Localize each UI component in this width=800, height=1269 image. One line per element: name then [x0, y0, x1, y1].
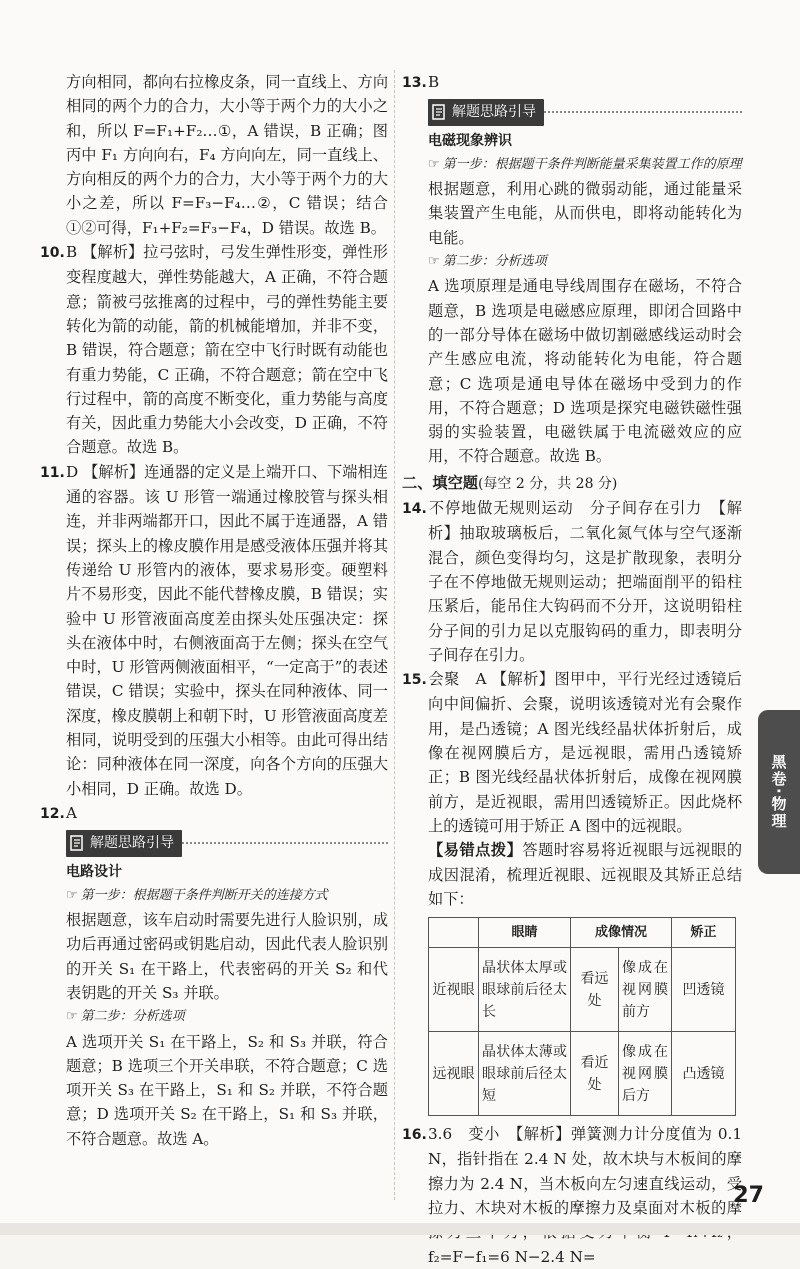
question-number: 13.: [402, 75, 427, 91]
table-row: 近视眼 晶状体太厚或眼球前后径太长 看远处 像成在视网膜前方 凹透镜: [429, 948, 736, 1032]
pointing-hand-icon: ☞: [428, 254, 440, 270]
question-number: 15.: [402, 672, 427, 689]
step-one-text: 根据题意，利用心跳的微弱动能，通过能量采集装置产生电能，从而供电，即将动能转化为电能。: [428, 180, 742, 247]
section-heading: 二、填空题(每空 2 分，共 28 分): [402, 473, 618, 492]
step-two-text: A 选项开关 S₁ 在干路上，S₂ 和 S₃ 并联，符合题意；B 选项三个开关串联，不符合题意；C 选项开关 S₃ 在干路上，S₁ 和 S₂ 并联，不符合题意；D 选项开关 S₂ 在干路上，S₁ 和 S₃ 并联，不符合题意。故选 A。: [66, 1032, 388, 1148]
question-text: B 【解析】拉弓弦时，弓发生弹性形变，弹性形变程度越大，弹性势能越大，A 正确，不符合题意；箭被弓弦推离的过程中，弓的弹性势能主要转化为箭的动能，箭的机械能增加，并非不变，B 错误，符合题意；箭在空中飞行时既有动能也有重力势能，C 正确，不符合题意；箭在空中飞行过程中，箭的高度不断变化，重力势能与高度有关，因此重力势能大小会改变，D 正确，不符合题意。故选 B。: [66, 243, 388, 457]
q9-continuation: 方向相同，都向右拉橡皮条，同一直线上、方向相同的两个力的合力，大小等于两个力的大小之和，所以 F=F₁+F₂…①，A 错误，B 正确；图丙中 F₁ 方向向右，F₄ 方向向左，同一直线上、方向相反的两个力的合力，大小等于两个力的大小之差，所以 F=F₃−F₄…②，C 错误；结合①②可得，F₁+F₂=F₃−F₄，D 错误。故选 B。: [66, 73, 388, 237]
pointing-hand-icon: ☞: [428, 156, 440, 172]
table-row: 远视眼 晶状体太薄或眼球前后径太短 看近处 像成在视网膜后方 凸透镜: [429, 1032, 736, 1116]
question-14: [402, 496, 742, 667]
guide-label: 解题思路引导: [452, 104, 536, 121]
question-12: [40, 801, 388, 826]
solution-guide-header: [428, 99, 742, 125]
eye-comparison-table: [428, 917, 736, 1116]
step-two: ☞ 第二步：分析选项: [428, 254, 547, 270]
question-number: 11.: [40, 464, 65, 481]
dotted-rule: [182, 842, 388, 844]
question-text: 会聚 A 【解析】图甲中，平行光经过透镜后向中间偏折、会聚，说明该透镜对光有会聚作用，是凸透镜；A 图光线经晶状体折射后，成像在视网膜后方，是远视眼，需用凸透镜矫正；B 图光线经晶状体折射后，成像在视网膜前方，是近视眼，需用凹透镜矫正。因此烧杯上的透镜可用于矫正 A 图中的远视眼。: [428, 670, 742, 835]
question-answer: B: [428, 73, 440, 91]
question-answer: A: [66, 803, 77, 822]
step-one: ☞ 第一步：根据题干条件判断开关的连接方式: [66, 887, 328, 903]
tip-label: 【易错点拨】: [428, 841, 523, 860]
question-13: [402, 70, 742, 95]
question-15: [402, 667, 742, 838]
notebook-icon: [432, 104, 446, 120]
question-10: [40, 240, 388, 460]
guide-label: 解题思路引导: [90, 835, 174, 852]
question-text: 3.6 变小 【解析】弹簧测力计分度值为 0.1 N，指针指在 2.4 N 处，故木块与木板间的摩擦力为 2.4 N，当木板向左匀速直线运动，受拉力、木块对木板的摩擦力及桌面对木板的摩 f₂=F−f₁=6 N−2.4 N=: [428, 1125, 742, 1266]
question-number: 14.: [402, 501, 427, 518]
left-column: [40, 70, 388, 1151]
question-text: D 【解析】连通器的定义是上端开口、下端相连通的容器。该 U 形管一端通过橡胶管与探头相连，并非两端都开口，因此不属于连通器，A 错误；探头上的橡皮膜作用是感受液体压强并将其传递给 U 形管内的液体，要求易形变。硬塑料片不易形变，因此不能代替橡皮膜，B 错误；实验中 U 形管液面高度差由探头处压强决定：探头在液体中时，右侧液面高于左侧；探头在空气中时，U 形管两侧液面相平，“一定高于”的表述错误，C 错误；实验中，探头在同种液体、同一深度，橡皮膜朝上和朝下时，U 形管液面高度差相同，说明受到的压强大小相等。由此可得出结论：同种液体在同一深度，向各个方向的压强大小相同，D 正确。故选 D。: [66, 462, 388, 798]
question-16: [402, 1122, 742, 1269]
step-one: ☞ 第一步：根据题干条件判断能量采集装置工作的原理: [428, 156, 742, 172]
question-11: [40, 460, 388, 801]
tip-text: 答题时容易将近视眼与远视眼的成因混淆，梳理近视眼、远视眼及其矫正总结如下：: [428, 841, 743, 908]
column-divider: [394, 70, 395, 1200]
dotted-rule: [544, 111, 742, 113]
pointing-hand-icon: ☞: [66, 1009, 78, 1025]
question-number: 16.: [402, 1127, 427, 1144]
pointing-hand-icon: ☞: [66, 887, 78, 903]
page-number: 27: [733, 1183, 764, 1208]
subject-side-tab: 黑卷·物理: [758, 710, 800, 874]
solution-guide-header: [66, 830, 388, 856]
step-two-text: A 选项原理是通电导线周围存在磁场，不符合题意，B 选项是电磁感应原理，即闭合回路中的一部分导体在磁场中做切割磁感线运动时会产生感应电流，将动能转化为电能，符合题意；C 选项是通电导体在磁场中受到力的作用，不符合题意；D 选项是探究电磁铁磁性强弱的实验装置，电磁铁属于电流磁效应的应用，不符合题意。故选 B。: [428, 277, 742, 466]
guide-topic: 电路设计: [66, 863, 122, 880]
step-one-text: 根据题意，该车启动时需要先进行人脸识别，成功后再通过密码或钥匙启动，因此代表人脸识别的开关 S₁ 在干路上，代表密码的开关 S₂ 和代表钥匙的开关 S₃ 并联。: [66, 911, 388, 1002]
error-tip: [402, 838, 742, 911]
table-header-row: 眼睛 成像情况 矫正: [429, 918, 736, 948]
notebook-icon: [70, 835, 84, 851]
bottom-edge: [0, 1223, 800, 1235]
step-two: ☞ 第二步：分析选项: [66, 1009, 185, 1025]
question-number: 10.: [40, 245, 65, 262]
question-text: 不停地做无规则运动 分子间存在引力 【解析】抽取玻璃板后，二氧化氮气体与空气逐渐混合，颜色变得均匀，这是扩散现象，表明分子在不停地做无规则运动；把端面削平的铅柱压紧后，能吊住大钩码而不分开，这说明铅柱分子间的引力足以克服钩码的重力，即表明分子间存在引力。: [428, 499, 742, 664]
question-number: 12.: [40, 805, 65, 822]
guide-topic: 电磁现象辨识: [428, 132, 512, 149]
right-column: [402, 70, 742, 1269]
